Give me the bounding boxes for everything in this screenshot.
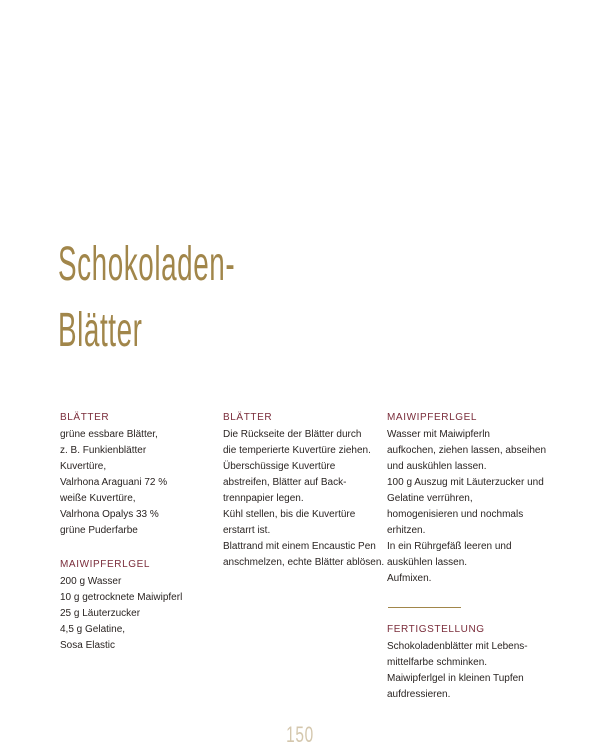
ingredient-line: Sosa Elastic — [60, 640, 116, 651]
method-line: abstreifen, Blätter auf Back- — [223, 477, 347, 488]
method-line: Blattrand mit einem Encaustic Pen — [223, 541, 376, 552]
method-line: Wasser mit Maiwipferln — [387, 429, 490, 440]
method-line: erhitzen. — [387, 525, 426, 536]
method-line: Gelatine verrühren, — [387, 493, 473, 504]
gel-method-column — [387, 410, 567, 703]
method-line: erstarrt ist. — [223, 525, 271, 536]
ingredient-line: grüne essbare Blätter, — [60, 429, 158, 440]
page-number: 150 — [286, 722, 314, 747]
method-line: trennpapier legen. — [223, 493, 304, 504]
method-line: 100 g Auszug mit Läuterzucker und — [387, 477, 544, 488]
method-line: Schokoladenblätter mit Lebens- — [387, 641, 528, 652]
ingredient-line: 4,5 g Gelatine, — [60, 624, 126, 635]
method-line: aufdressieren. — [387, 689, 451, 700]
method-line: und auskühlen lassen. — [387, 461, 487, 472]
section-heading-finishing: FERTIGSTELLUNG — [387, 624, 485, 635]
method-line: mittelfarbe schminken. — [387, 657, 488, 668]
method-line: die temperierte Kuvertüre ziehen. — [223, 445, 371, 456]
ingredient-line: Valrhona Araguani 72 % — [60, 477, 168, 488]
ingredients-column — [60, 410, 240, 654]
method-line: aufkochen, ziehen lassen, abseihen — [387, 445, 547, 456]
section-heading-leaves-method: BLÄTTER — [223, 412, 273, 423]
method-line: In ein Rührgefäß leeren und — [387, 541, 512, 552]
method-line: Kühl stellen, bis die Kuvertüre — [223, 509, 356, 520]
section-heading-leaves: BLÄTTER — [60, 412, 110, 423]
method-line: Maiwipferlgel in kleinen Tupfen — [387, 673, 524, 684]
section-divider — [388, 607, 461, 608]
ingredient-line: 200 g Wasser — [60, 576, 122, 587]
gel-ingredients-list — [60, 574, 240, 654]
recipe-title — [58, 232, 235, 364]
ingredient-line: z. B. Funkienblätter — [60, 445, 147, 456]
leaves-method-text — [223, 427, 403, 571]
leaves-method-column — [223, 410, 403, 571]
gel-method-text — [387, 427, 567, 587]
finishing-method-text — [387, 639, 567, 703]
ingredient-line: 10 g getrocknete Maiwipferl — [60, 592, 183, 603]
method-line: anschmelzen, echte Blätter ablösen. — [223, 557, 385, 568]
ingredient-line: grüne Puderfarbe — [60, 525, 138, 536]
section-heading-gel-method: MAIWIPFERLGEL — [387, 412, 478, 423]
method-line: homogenisieren und nochmals — [387, 509, 524, 520]
method-line: auskühlen lassen. — [387, 557, 468, 568]
ingredient-line: 25 g Läuterzucker — [60, 608, 141, 619]
method-line: Die Rückseite der Blätter durch — [223, 429, 362, 440]
ingredient-line: Valrhona Opalys 33 % — [60, 509, 159, 520]
ingredient-line: weiße Kuvertüre, — [60, 493, 136, 504]
method-line: Aufmixen. — [387, 573, 432, 584]
method-line: Überschüssige Kuvertüre — [223, 461, 336, 472]
section-heading-gel: MAIWIPFERLGEL — [60, 559, 151, 570]
leaves-ingredients-list — [60, 427, 240, 539]
ingredient-line: Kuvertüre, — [60, 461, 107, 472]
title-line-2: Blätter — [58, 304, 143, 357]
title-line-1: Schokoladen- — [58, 238, 236, 291]
